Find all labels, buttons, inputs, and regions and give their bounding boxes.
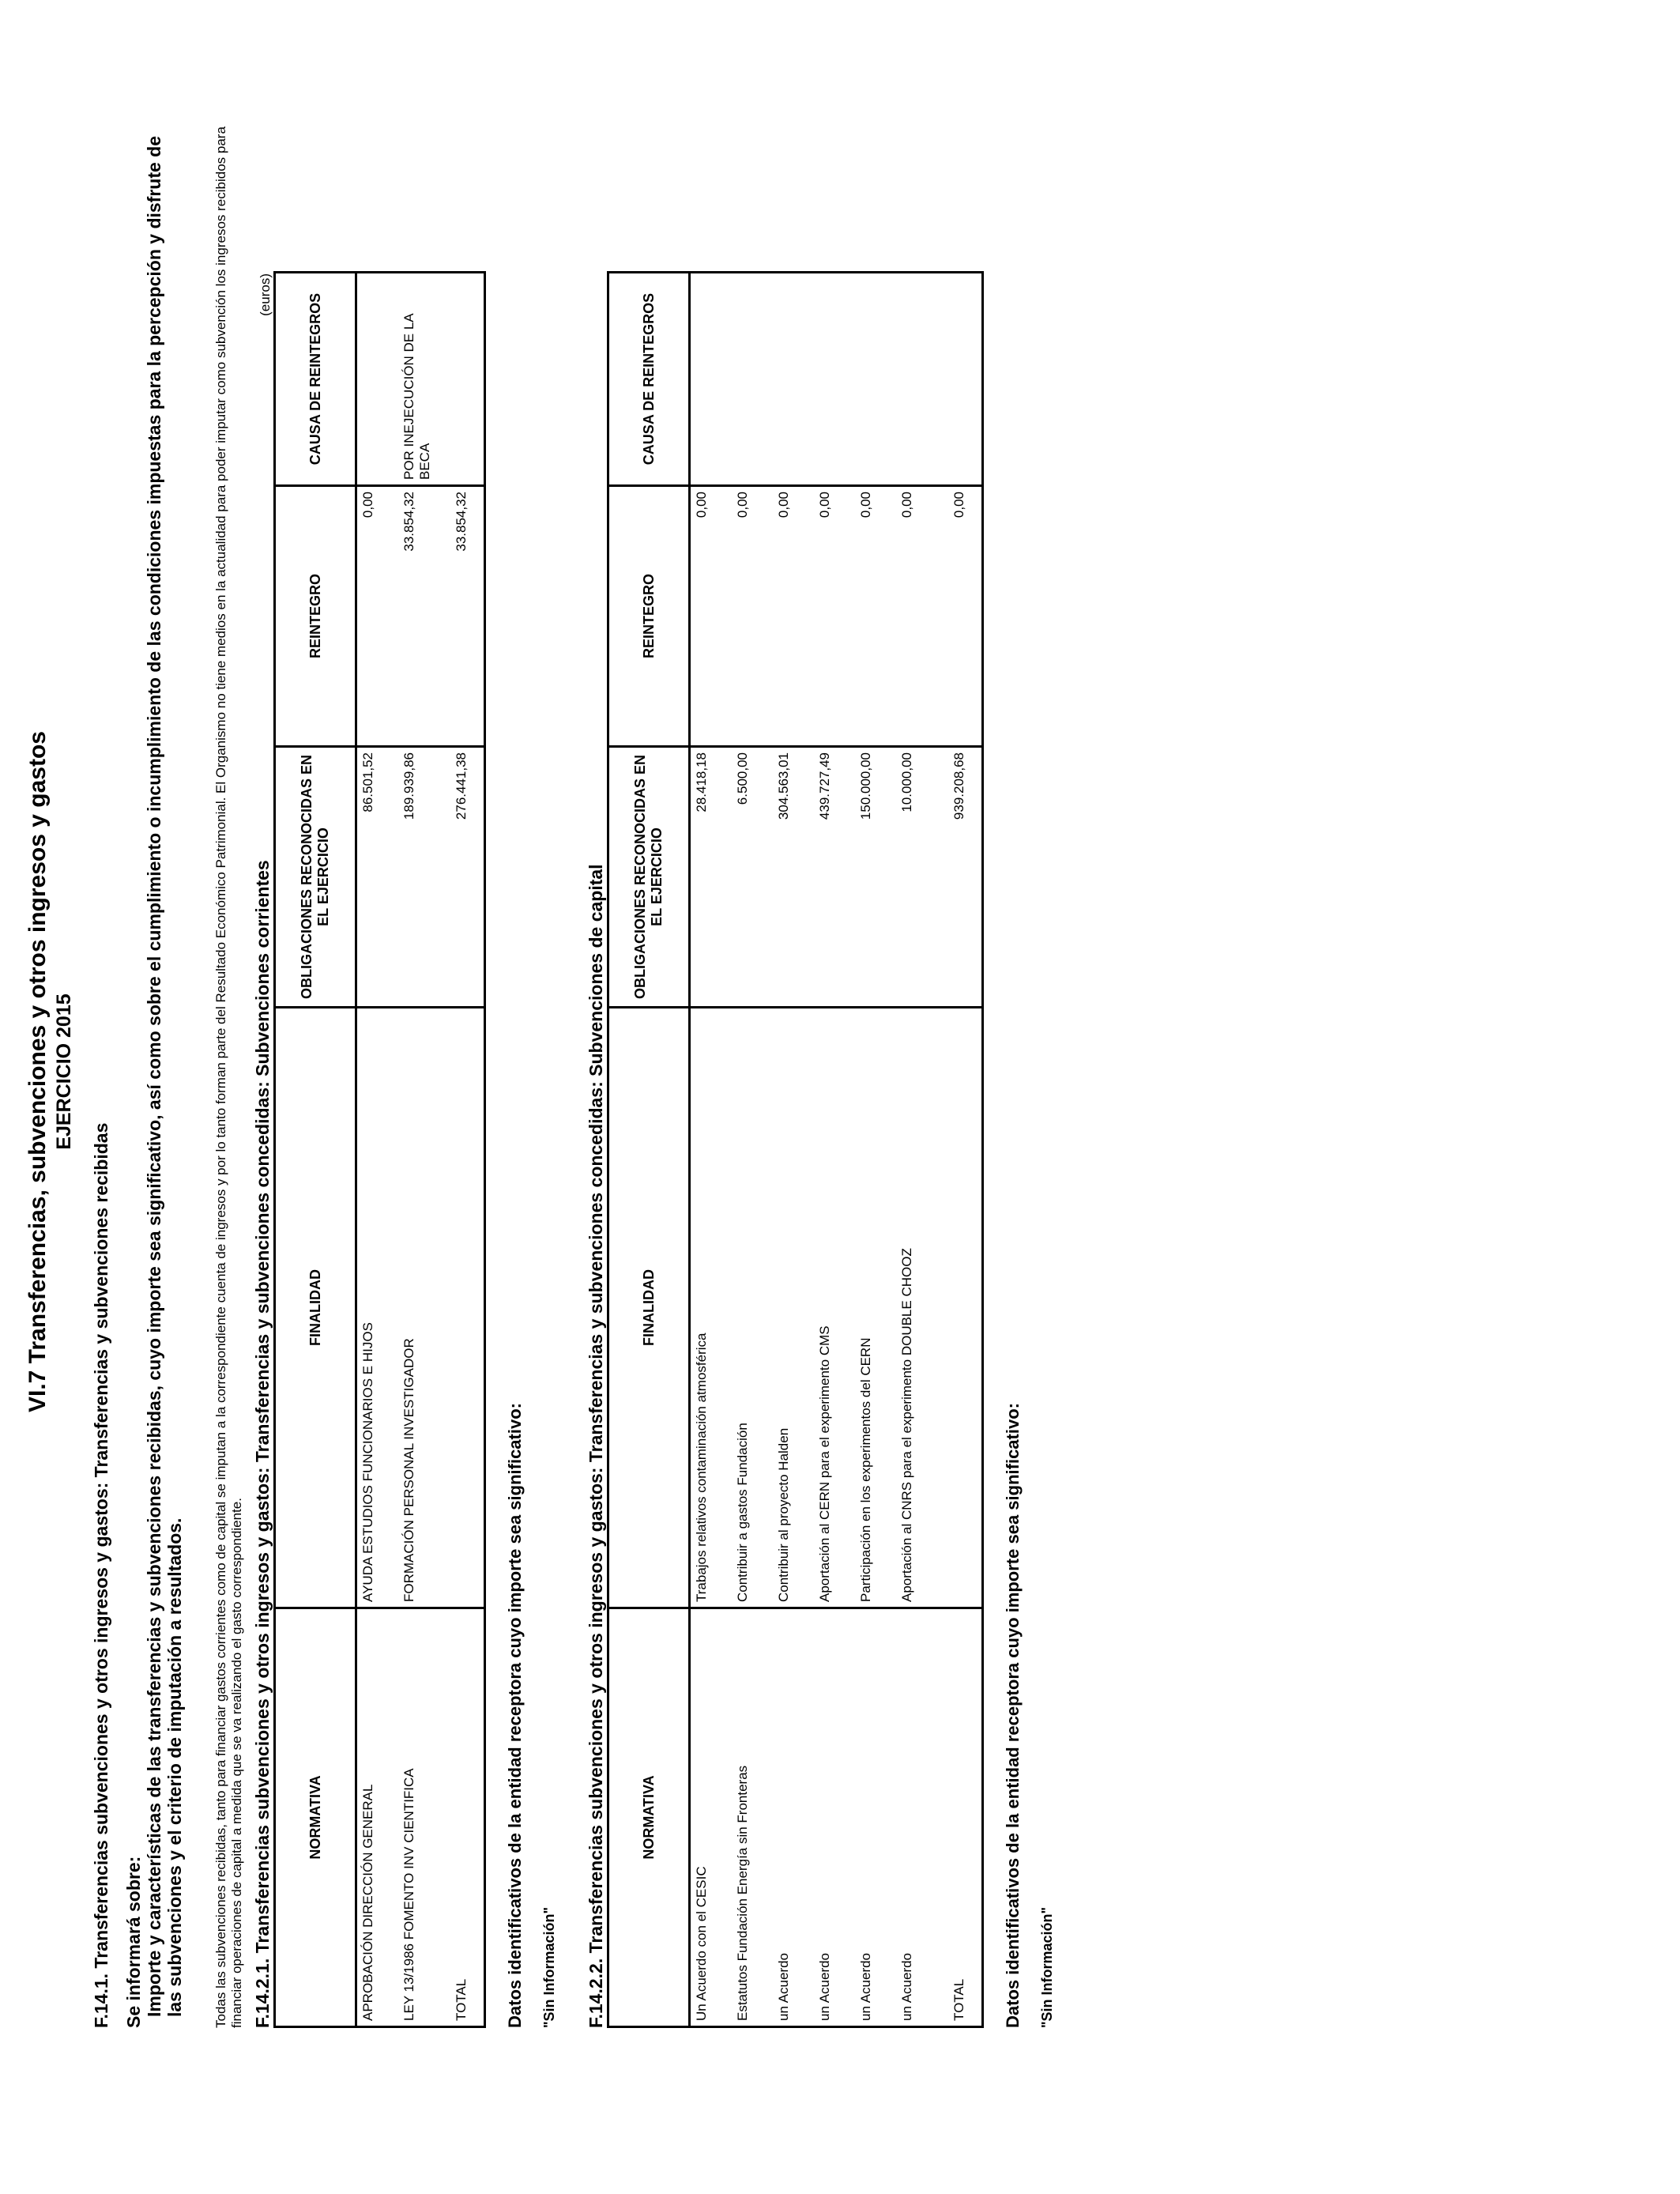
cell-causa (896, 273, 937, 486)
cell-causa-empty (439, 273, 485, 486)
cell-finalidad: Participación en los experimentos del CERN (855, 1008, 896, 1608)
cell-reintegro: 33.854,32 (398, 486, 439, 747)
table-row (773, 273, 814, 2027)
cell-finalidad: Contribuir al proyecto Halden (773, 1008, 814, 1608)
sin-informacion: "Sin Información" (1039, 1906, 1055, 2028)
cell-causa (690, 273, 733, 486)
total-reintegro: 33.854,32 (439, 486, 485, 747)
cell-reintegro: 0,00 (814, 486, 855, 747)
cell-causa (732, 273, 773, 486)
col-header-obligaciones: OBLIGACIONES RECONOCIDAS EN EL EJERCICIO (608, 747, 690, 1008)
total-row (439, 273, 485, 2027)
total-row (937, 273, 983, 2027)
col-header-normativa: NORMATIVA (275, 1608, 356, 2027)
cell-causa (356, 273, 399, 486)
cell-reintegro: 0,00 (356, 486, 399, 747)
cell-obligaciones: 6.500,00 (732, 747, 773, 1008)
cell-finalidad: FORMACIÓN PERSONAL INVESTIGADOR (398, 1008, 439, 1608)
page-title: VI.7 Transferencias, subvenciones y otros ingresos y gastos (24, 731, 51, 1413)
cell-obligaciones: 189.939,86 (398, 747, 439, 1008)
cell-reintegro: 0,00 (732, 486, 773, 747)
cell-normativa: LEY 13/1986 FOMENTO INV CIENTIFICA (398, 1608, 439, 2027)
section-f1421-header (251, 273, 273, 2028)
table-subvenciones-corrientes (273, 271, 486, 2028)
cell-causa-empty (937, 273, 983, 486)
datos-receptora-label: Datos identificativos de la entidad receptora cuyo importe sea significativo: (1003, 1403, 1023, 2028)
sin-informacion: "Sin Información" (541, 1906, 557, 2028)
cell-normativa: un Acuerdo (814, 1608, 855, 2027)
cell-normativa: un Acuerdo (773, 1608, 814, 2027)
cell-causa (814, 273, 855, 486)
section-f141-heading: F.14.1. Transferencias subvenciones y otros ingresos y gastos: Transferencias y subvenciones recibidas (91, 1122, 111, 2028)
cell-obligaciones: 28.418,18 (690, 747, 733, 1008)
col-header-obligaciones: OBLIGACIONES RECONOCIDAS EN EL EJERCICIO (275, 747, 356, 1008)
cell-finalidad: Contribuir a gastos Fundación (732, 1008, 773, 1608)
col-header-reintegro: REINTEGRO (275, 486, 356, 747)
page-content (24, 115, 1083, 2028)
cell-obligaciones: 150.000,00 (855, 747, 896, 1008)
cell-reintegro: 0,00 (855, 486, 896, 747)
cell-obligaciones: 304.563,01 (773, 747, 814, 1008)
page-subtitle: EJERCICIO 2015 (53, 993, 75, 1150)
info-lead: Se informará sobre: (123, 1856, 144, 2028)
table-row (356, 273, 399, 2027)
col-header-finalidad: FINALIDAD (275, 1008, 356, 1608)
cell-obligaciones: 86.501,52 (356, 747, 399, 1008)
col-header-causa: CAUSA DE REINTEGROS (275, 273, 356, 486)
table-subvenciones-capital (607, 271, 984, 2028)
total-label: TOTAL (439, 1608, 485, 2027)
table-row (896, 273, 937, 2027)
table-row (690, 273, 733, 2027)
cell-normativa: un Acuerdo (896, 1608, 937, 2027)
table-row (855, 273, 896, 2027)
total-obligaciones: 276.441,38 (439, 747, 485, 1008)
cell-obligaciones: 439.727,49 (814, 747, 855, 1008)
col-header-finalidad: FINALIDAD (608, 1008, 690, 1608)
table-row (398, 273, 439, 2027)
info-body: Importe y características de las transferencias y subvenciones recibidas, cuyo importe sea significativo, así como sobre el cumplimiento o incumplimiento de las condiciones impuestas para la percepción y disfrute de las subvenciones y el criterio de imputación a resultados. (144, 135, 185, 2017)
section-f1422-heading: F.14.2.2. Transferencias subvenciones y otros ingresos y gastos: Transferencias y subvenciones concedidas: Subvenciones de capital (586, 864, 606, 2028)
cell-normativa: Estatutos Fundación Energía sin Fronteras (732, 1608, 773, 2027)
section-f1421-heading: F.14.2.1. Transferencias subvenciones y otros ingresos y gastos: Transferencias y subvenciones concedidas: Subvenciones corrientes (252, 860, 273, 2028)
total-label: TOTAL (937, 1608, 983, 2027)
datos-receptora-label: Datos identificativos de la entidad receptora cuyo importe sea significativo: (505, 1403, 525, 2028)
cell-causa (773, 273, 814, 486)
cell-finalidad-empty (439, 1008, 485, 1608)
cell-normativa: un Acuerdo (855, 1608, 896, 2027)
cell-reintegro: 0,00 (773, 486, 814, 747)
cell-reintegro: 0,00 (896, 486, 937, 747)
cell-normativa: Un Acuerdo con el CESIC (690, 1608, 733, 2027)
table-header-row (275, 273, 356, 2027)
total-reintegro: 0,00 (937, 486, 983, 747)
col-header-causa: CAUSA DE REINTEGROS (608, 273, 690, 486)
col-header-normativa: NORMATIVA (608, 1608, 690, 2027)
cell-causa: POR INEJECUCIÓN DE LA BECA (398, 273, 439, 486)
cell-obligaciones: 10.000,00 (896, 747, 937, 1008)
col-header-reintegro: REINTEGRO (608, 486, 690, 747)
cell-reintegro: 0,00 (690, 486, 733, 747)
cell-finalidad: Aportación al CERN para el experimento CMS (814, 1008, 855, 1608)
imputation-note: Todas las subvenciones recibidas, tanto para financiar gastos corrientes como de capital se imputan a la correspondiente cuenta de ingresos y por lo tanto forman parte del Resultado Económico Patrimonial. El Organismo no tiene medios en la actualidad para poder imputar como subvención los ingresos recibidos para financiar operaciones de capital a medida que se va realizando el gasto correspondiente. (213, 126, 244, 2028)
cell-finalidad: AYUDA ESTUDIOS FUNCIONARIOS E HIJOS (356, 1008, 399, 1608)
cell-finalidad-empty (937, 1008, 983, 1608)
table-header-row (608, 273, 690, 2027)
cell-finalidad: Aportación al CNRS para el experimento DOUBLE CHOOZ (896, 1008, 937, 1608)
table-row (814, 273, 855, 2027)
cell-causa (855, 273, 896, 486)
cell-finalidad: Trabajos relativos contaminación atmosférica (690, 1008, 733, 1608)
table-row (732, 273, 773, 2027)
units-label: (euros) (258, 273, 273, 316)
total-obligaciones: 939.208,68 (937, 747, 983, 1008)
cell-normativa: APROBACIÓN DIRECCIÓN GENERAL (356, 1608, 399, 2027)
